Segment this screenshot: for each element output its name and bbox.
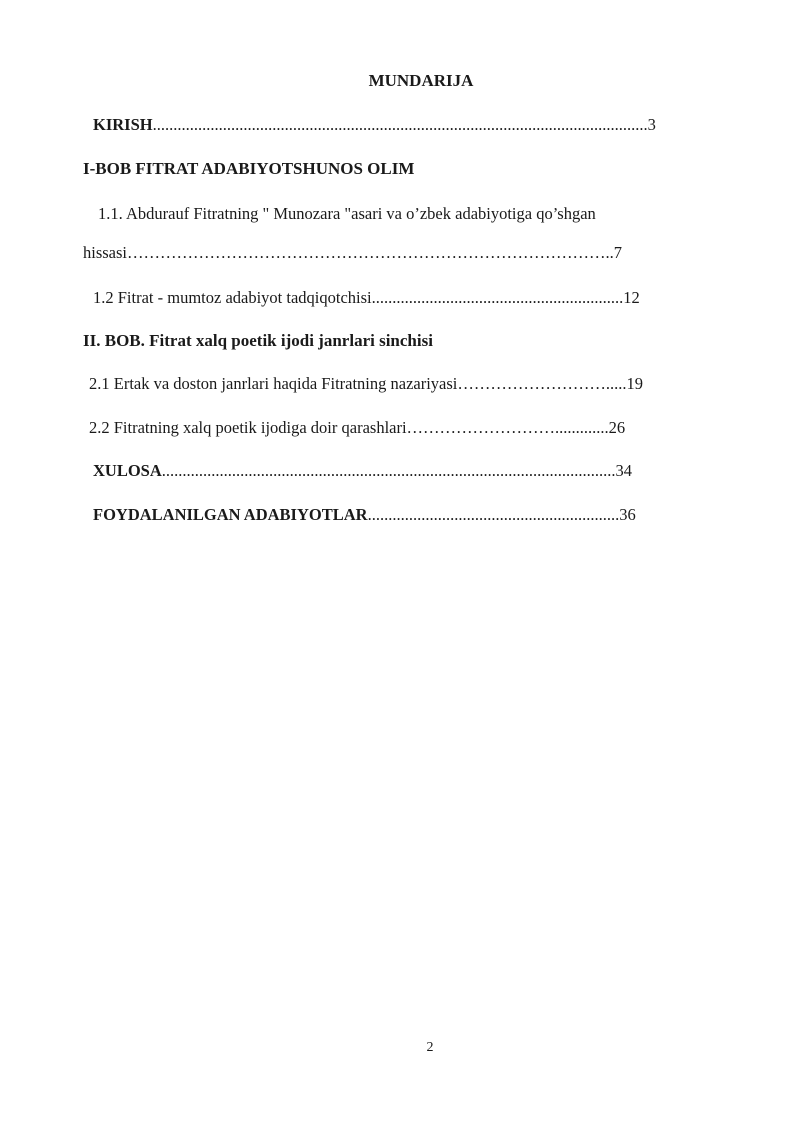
toc-entry-xulosa[interactable] bbox=[93, 460, 718, 482]
toc-entry-leader: ........................................................................................................................3 bbox=[152, 115, 656, 134]
page-number: 2 bbox=[426, 1040, 434, 1055]
chapter-heading-1[interactable]: I-BOB FITRAT ADABIYOTSHUNOS OLIM bbox=[83, 159, 415, 178]
toc-entry-1-2[interactable]: 1.2 Fitrat - mumtoz adabiyot tadqiqotchisi.............................................................12 bbox=[93, 288, 640, 307]
toc-entry-label: XULOSA bbox=[93, 461, 162, 480]
toc-entry-leader: .............................................................36 bbox=[367, 505, 636, 524]
toc-entry-text bbox=[93, 505, 636, 524]
toc-entry-text bbox=[93, 461, 632, 480]
toc-entry-label: KIRISH bbox=[93, 115, 153, 134]
toc-entry-label: FOYDALANILGAN ADABIYOTLAR bbox=[93, 505, 368, 524]
toc-entry-2-1[interactable]: 2.1 Ertak va doston janrlari haqida Fitratning nazariyasi……………………….....19 bbox=[89, 374, 644, 393]
toc-entry-1-1-continuation[interactable]: hissasi……………………………………………………………………………..7 bbox=[83, 243, 623, 262]
toc-entry-leader: ..............................................................................................................34 bbox=[161, 461, 633, 480]
toc-entry-adabiyotlar[interactable] bbox=[93, 504, 718, 526]
toc-entry-text bbox=[93, 115, 656, 134]
toc-entry-1-1[interactable]: 1.1. Abdurauf Fitratning " Munozara "asari va o’zbek adabiyotiga qo’shgan bbox=[98, 204, 596, 223]
chapter-heading-2[interactable]: II. BOB. Fitrat xalq poetik ijodi janrlari sinchisi bbox=[83, 331, 433, 350]
toc-entry-kirish[interactable] bbox=[93, 114, 718, 136]
toc-entry-2-2[interactable]: 2.2 Fitratning xalq poetik ijodiga doir qarashlari……………………….............26 bbox=[89, 418, 626, 437]
toc-title: MUNDARIJA bbox=[368, 71, 474, 90]
